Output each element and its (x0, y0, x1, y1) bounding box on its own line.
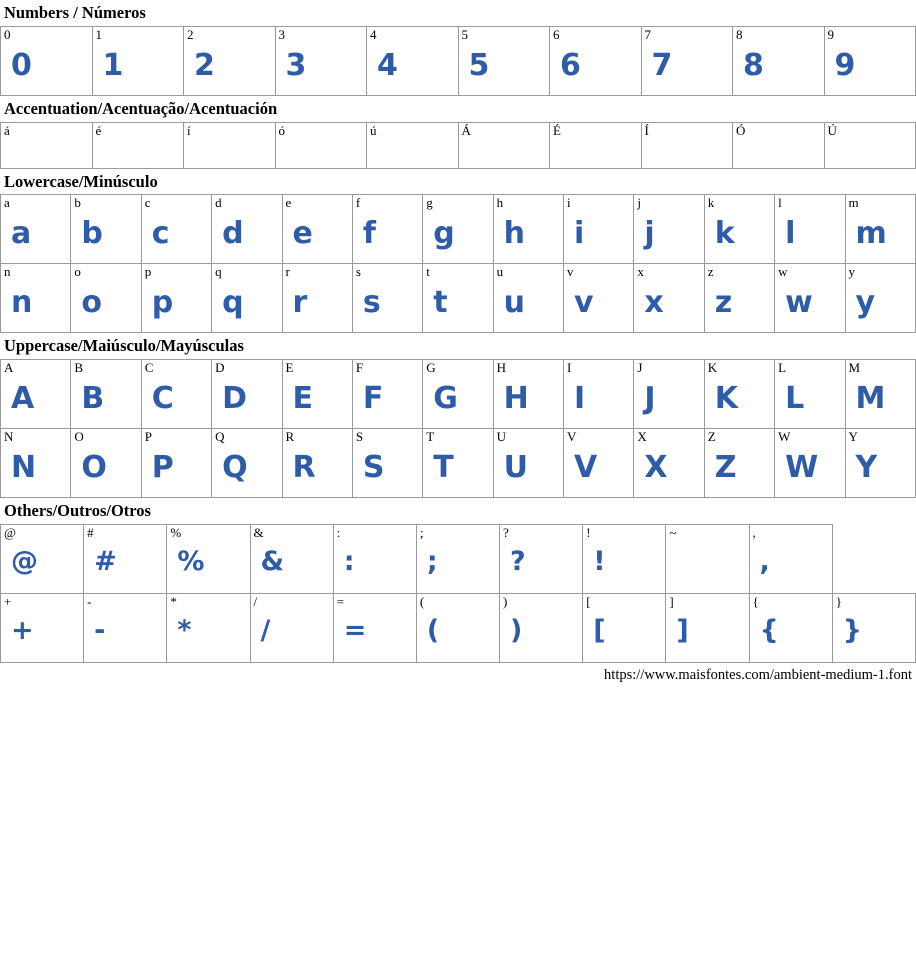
glyph-label: ? (503, 524, 509, 540)
glyph-sample: D (222, 381, 248, 417)
glyph-cell (1, 122, 93, 168)
glyph-label: G (426, 360, 436, 376)
glyph-sample: + (11, 614, 34, 646)
glyph-cell (423, 195, 493, 264)
glyph-sample: O (81, 450, 107, 486)
glyph-label: X (637, 429, 647, 445)
glyph-label: z (707, 264, 714, 280)
glyph-sample: 8 (743, 47, 764, 83)
glyph-sample (666, 542, 748, 586)
glyph-cell (84, 593, 167, 662)
glyph-cell (641, 122, 733, 168)
glyph-cell (167, 524, 250, 593)
glyph-sample: = (343, 614, 367, 646)
glyph-label: v (567, 264, 574, 280)
glyph-sample: 5 (468, 47, 490, 83)
glyph-label: ) (503, 593, 508, 609)
glyph-sample: B (81, 381, 105, 417)
glyph-table-others (0, 524, 916, 663)
glyph-cell (1, 524, 84, 593)
glyph-label: B (74, 360, 84, 376)
glyph-sample: 6 (560, 47, 581, 83)
glyph-label: R (285, 429, 295, 445)
glyph-sample: : (343, 545, 355, 577)
glyph-cell (416, 524, 499, 593)
glyph-sample: 0 (11, 47, 32, 83)
glyph-cell (423, 429, 493, 498)
glyph-label: L (778, 360, 787, 376)
glyph-cell (564, 429, 634, 498)
glyph-cell (352, 195, 422, 264)
glyph-sample: ; (426, 545, 438, 577)
glyph-sample: U (503, 450, 528, 486)
glyph-label: j (637, 195, 641, 211)
glyph-cell (71, 429, 141, 498)
glyph-cell (500, 593, 583, 662)
glyph-sample: f (362, 216, 376, 252)
glyph-label: l (778, 195, 782, 211)
glyph-cell (352, 429, 422, 498)
glyph-sample: 7 (651, 47, 673, 83)
glyph-label: = (336, 593, 345, 609)
glyph-cell (634, 429, 704, 498)
glyph-sample: ] (676, 614, 689, 646)
glyph-label: 3 (278, 26, 285, 42)
glyph-sample: , (759, 545, 770, 577)
glyph-label: h (496, 195, 504, 211)
glyph-label: ó (278, 122, 285, 138)
glyph-label: } (835, 593, 842, 609)
glyph-cell (1, 593, 84, 662)
glyph-label: : (336, 524, 341, 540)
table-row (1, 360, 916, 429)
glyph-label: u (496, 264, 504, 280)
glyph-label: d (215, 195, 222, 211)
glyph-label: é (95, 122, 102, 138)
glyph-cell (1, 264, 71, 333)
glyph-cell (92, 122, 184, 168)
glyph-cell (634, 360, 704, 429)
glyph-label: Í (644, 122, 649, 138)
glyph-cell (733, 122, 825, 168)
glyph-label: t (426, 264, 430, 280)
glyph-cell (704, 360, 774, 429)
table-row (1, 264, 916, 333)
glyph-sample: d (222, 216, 244, 252)
glyph-cell (493, 264, 563, 333)
glyph-sample: 9 (834, 47, 856, 83)
glyph-sample: W (785, 450, 819, 486)
glyph-label: + (4, 593, 12, 609)
glyph-sample: p (151, 285, 174, 321)
glyph-cell (704, 429, 774, 498)
glyph-sample: Q (222, 450, 248, 486)
glyph-label: A (4, 360, 14, 376)
glyph-sample: a (11, 216, 32, 252)
glyph-cell (550, 26, 642, 95)
glyph-cell (775, 360, 845, 429)
glyph-sample: [ (593, 614, 606, 646)
glyph-label: ] (669, 593, 674, 609)
glyph-label: K (707, 360, 718, 376)
glyph-sample: P (151, 450, 174, 486)
glyph-cell (141, 264, 211, 333)
glyph-label: I (567, 360, 572, 376)
glyph-cell (1, 26, 93, 95)
glyph-label: S (355, 429, 364, 445)
section-title-uppercase: Uppercase/Maiúsculo/Mayúsculas (4, 336, 244, 356)
glyph-label: H (496, 360, 507, 376)
glyph-cell (282, 264, 352, 333)
glyph-cell (141, 429, 211, 498)
glyph-sample: G (433, 381, 458, 417)
glyph-cell (493, 429, 563, 498)
glyph-cell (352, 360, 422, 429)
glyph-sample: y (855, 285, 876, 321)
glyph-cell (71, 264, 141, 333)
glyph-cell (749, 593, 832, 662)
glyph-cell (845, 195, 916, 264)
glyph-label: Ó (736, 122, 746, 138)
glyph-label: i (567, 195, 571, 211)
glyph-sample: ) (510, 614, 523, 646)
glyph-label: 5 (461, 26, 468, 42)
glyph-label: - (87, 593, 92, 609)
glyph-cell (333, 524, 416, 593)
table-row (1, 524, 916, 593)
glyph-sample: w (785, 285, 813, 321)
glyph-sample: z (714, 285, 733, 321)
glyph-label: b (74, 195, 81, 211)
glyph-cell (493, 195, 563, 264)
glyph-label: 1 (95, 26, 102, 42)
glyph-sample: * (177, 614, 192, 646)
glyph-sample: / (260, 614, 271, 646)
glyph-cell (749, 524, 832, 593)
glyph-label: q (215, 264, 222, 280)
glyph-cell (564, 360, 634, 429)
glyph-label: M (848, 360, 861, 376)
glyph-sample: i (574, 216, 585, 252)
glyph-sample: q (222, 285, 244, 321)
glyph-cell (282, 195, 352, 264)
glyph-sample: # (94, 545, 117, 577)
glyph-cell (1, 429, 71, 498)
glyph-table-numbers (0, 26, 916, 96)
glyph-cell (666, 524, 749, 593)
glyph-label: [ (586, 593, 591, 609)
glyph-label: Q (215, 429, 225, 445)
glyph-sample: 4 (377, 47, 398, 83)
glyph-label: o (74, 264, 81, 280)
glyph-sample: ! (593, 545, 606, 577)
glyph-sample: R (292, 450, 316, 486)
glyph-label: s (355, 264, 361, 280)
glyph-label: * (170, 593, 177, 609)
glyph-cell (367, 26, 459, 95)
glyph-label: E (285, 360, 294, 376)
glyph-label: y (848, 264, 855, 280)
glyph-label: 8 (736, 26, 743, 42)
glyph-sample: Y (855, 450, 878, 486)
glyph-cell (212, 429, 282, 498)
table-row (1, 593, 916, 662)
glyph-label: w (778, 264, 788, 280)
glyph-label: p (144, 264, 152, 280)
glyph-label: x (637, 264, 644, 280)
table-row (1, 122, 916, 168)
glyph-cell (167, 593, 250, 662)
glyph-sample: n (11, 285, 33, 321)
glyph-cell (212, 195, 282, 264)
table-row (1, 195, 916, 264)
glyph-label: 9 (827, 26, 834, 42)
glyph-sample: g (433, 216, 455, 252)
glyph-label: f (355, 195, 361, 211)
glyph-label: W (778, 429, 791, 445)
glyph-sample: X (644, 450, 668, 486)
glyph-sample: h (503, 216, 525, 252)
glyph-sample: 3 (285, 47, 307, 83)
glyph-cell (92, 26, 184, 95)
glyph-sample: K (714, 381, 738, 417)
glyph-cell (212, 264, 282, 333)
glyph-label: á (4, 122, 10, 138)
glyph-sample: t (433, 285, 448, 321)
glyph-cell (84, 524, 167, 593)
glyph-cell (733, 26, 825, 95)
glyph-sample: v (574, 285, 594, 321)
glyph-table-lowercase (0, 194, 916, 333)
glyph-sample: C (151, 381, 174, 417)
glyph-cell (416, 593, 499, 662)
glyph-label: 2 (187, 26, 194, 42)
glyph-sample: j (644, 216, 655, 252)
glyph-label: a (4, 195, 10, 211)
glyph-label: Ú (827, 122, 837, 138)
glyph-cell (352, 264, 422, 333)
glyph-label: F (355, 360, 364, 376)
glyph-label: J (637, 360, 643, 376)
glyph-sample: ? (510, 545, 526, 577)
glyph-label: g (426, 195, 433, 211)
glyph-cell (71, 360, 141, 429)
glyph-cell (500, 524, 583, 593)
glyph-label: 4 (370, 26, 377, 42)
glyph-sample: 2 (194, 47, 215, 83)
glyph-cell (641, 26, 733, 95)
glyph-cell (704, 264, 774, 333)
glyph-sample: b (81, 216, 103, 252)
glyph-cell (845, 360, 916, 429)
glyph-cell (423, 360, 493, 429)
glyph-label: { (752, 593, 759, 609)
glyph-label: 6 (553, 26, 560, 42)
glyph-sample: H (503, 381, 529, 417)
glyph-sample: % (177, 545, 205, 577)
glyph-cell (775, 264, 845, 333)
glyph-sample: E (292, 381, 313, 417)
glyph-sample: A (11, 381, 35, 417)
table-row (1, 26, 916, 95)
glyph-sample: M (855, 381, 886, 417)
glyph-cell (250, 593, 333, 662)
glyph-cell (564, 264, 634, 333)
glyph-label: n (4, 264, 11, 280)
glyph-sample: 1 (102, 47, 124, 83)
glyph-cell (184, 26, 276, 95)
glyph-label: 7 (644, 26, 651, 42)
glyph-cell (775, 195, 845, 264)
glyph-label: ! (586, 524, 591, 540)
glyph-label: Á (461, 122, 471, 138)
glyph-cell (824, 26, 916, 95)
glyph-label: & (253, 524, 264, 540)
glyph-label: T (426, 429, 435, 445)
glyph-label: O (74, 429, 84, 445)
glyph-label: ; (419, 524, 424, 540)
glyph-cell (367, 122, 459, 168)
glyph-sample: r (292, 285, 308, 321)
section-title-others: Others/Outros/Otros (4, 501, 151, 521)
glyph-cell (333, 593, 416, 662)
glyph-sample: N (11, 450, 37, 486)
source-url: https://www.maisfontes.com/ambient-medium-1.font (604, 666, 912, 683)
glyph-label: 0 (4, 26, 11, 42)
glyph-cell (282, 429, 352, 498)
glyph-sample: S (362, 450, 385, 486)
glyph-sample: T (433, 450, 454, 486)
glyph-sample: m (855, 216, 887, 252)
glyph-cell (71, 195, 141, 264)
glyph-label: ú (370, 122, 377, 138)
glyph-cell (564, 195, 634, 264)
glyph-label: e (285, 195, 292, 211)
glyph-sample: c (151, 216, 170, 252)
glyph-sample: o (81, 285, 102, 321)
glyph-label: U (496, 429, 507, 445)
glyph-label: É (553, 122, 561, 138)
glyph-sample: V (574, 450, 598, 486)
section-title-numbers: Numbers / Números (4, 3, 146, 22)
glyph-label: , (752, 524, 756, 540)
glyph-label: # (87, 524, 94, 540)
glyph-cell (250, 524, 333, 593)
glyph-cell (583, 524, 666, 593)
glyph-label: r (285, 264, 290, 280)
glyph-sample: u (503, 285, 525, 321)
glyph-sample: @ (11, 545, 38, 577)
glyph-label: D (215, 360, 225, 376)
glyph-sample: Z (714, 450, 737, 486)
glyph-cell (423, 264, 493, 333)
glyph-label: V (567, 429, 577, 445)
glyph-label: N (4, 429, 14, 445)
glyph-cell (184, 122, 276, 168)
glyph-cell (704, 195, 774, 264)
glyph-cell (1, 195, 71, 264)
glyph-table-uppercase (0, 359, 916, 498)
glyph-table-accentuation (0, 122, 916, 169)
glyph-cell (775, 429, 845, 498)
glyph-sample: & (260, 545, 285, 577)
glyph-sample: I (574, 381, 586, 417)
glyph-cell (634, 195, 704, 264)
glyph-label: % (170, 524, 182, 540)
glyph-label: Z (707, 429, 716, 445)
glyph-sample: k (714, 216, 735, 252)
glyph-label: Y (848, 429, 858, 445)
glyph-label: C (144, 360, 154, 376)
glyph-sample: e (292, 216, 313, 252)
glyph-label: m (848, 195, 859, 211)
glyph-label: ~ (669, 524, 677, 540)
glyph-label: @ (4, 524, 16, 540)
section-title-lowercase: Lowercase/Minúsculo (4, 171, 158, 191)
glyph-sample: F (362, 381, 384, 417)
glyph-label: c (144, 195, 151, 211)
glyph-cell (845, 264, 916, 333)
glyph-cell (824, 122, 916, 168)
glyph-label: k (707, 195, 715, 211)
glyph-cell (282, 360, 352, 429)
glyph-sample: J (644, 381, 656, 417)
glyph-cell (666, 593, 749, 662)
glyph-cell (832, 593, 915, 662)
glyph-sample: s (362, 285, 381, 321)
glyph-sample: { (759, 614, 779, 646)
glyph-cell (1, 360, 71, 429)
glyph-cell (141, 360, 211, 429)
glyph-label: P (144, 429, 152, 445)
glyph-cell (634, 264, 704, 333)
glyph-cell (493, 360, 563, 429)
section-title-accentuation: Accentuation/Acentuação/Acentuación (4, 98, 278, 118)
glyph-label: í (187, 122, 191, 138)
glyph-sample: - (94, 614, 106, 646)
glyph-sample: L (785, 381, 805, 417)
glyph-label: / (253, 593, 258, 609)
glyph-cell (141, 195, 211, 264)
glyph-cell (550, 122, 642, 168)
glyph-cell (275, 26, 367, 95)
glyph-cell (845, 429, 916, 498)
glyph-sample: ( (426, 614, 440, 646)
glyph-sample: x (644, 285, 664, 321)
glyph-cell (212, 360, 282, 429)
glyph-cell (275, 122, 367, 168)
table-row (1, 429, 916, 498)
glyph-sample: } (842, 614, 862, 646)
glyph-sample: l (785, 216, 796, 252)
glyph-cell (458, 26, 550, 95)
glyph-label: ( (419, 593, 425, 609)
glyph-cell (583, 593, 666, 662)
glyph-cell (458, 122, 550, 168)
